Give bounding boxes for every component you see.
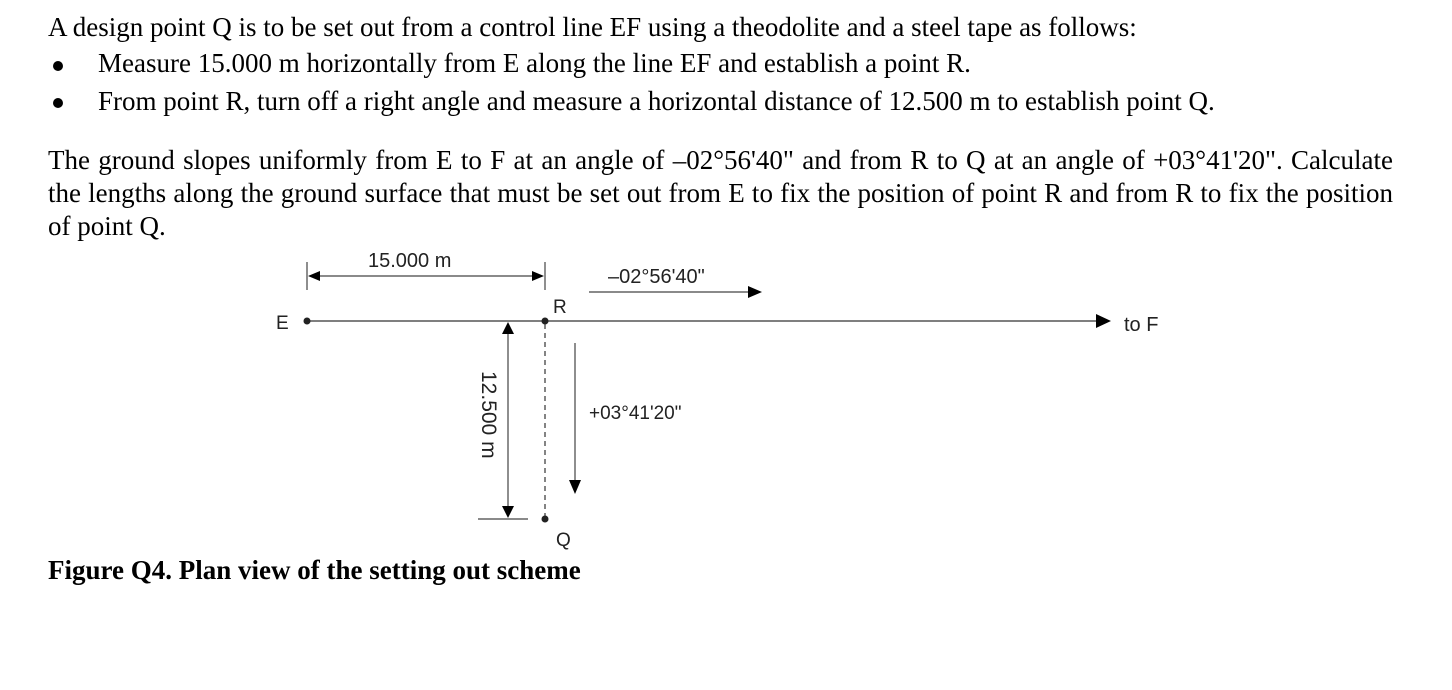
to-f-arrow-icon bbox=[1096, 314, 1111, 328]
slope-ef-arrow-icon bbox=[748, 286, 762, 298]
dim-arrow-left-icon bbox=[308, 271, 320, 281]
question-text: The ground slopes uniformly from E to F at an angle of –02°56'40" and from R to Q at an angle of +03°41'20". Calculate the lengths along the ground surface that must be set out from E to fix the position of point R and from R to fix the position of point Q. bbox=[48, 145, 1393, 241]
dim-arrow-up-icon bbox=[502, 322, 514, 334]
point-r-marker bbox=[542, 318, 549, 325]
dim-arrow-right-icon bbox=[532, 271, 544, 281]
slope-rq-label: +03°41'20" bbox=[589, 403, 682, 424]
dist-rq-label: 12.500 m bbox=[477, 371, 500, 459]
slope-ef-label: –02°56'40" bbox=[608, 266, 705, 288]
slope-rq-arrow-icon bbox=[569, 480, 581, 494]
label-to-f: to F bbox=[1124, 314, 1159, 336]
label-r: R bbox=[553, 297, 567, 318]
label-q: Q bbox=[556, 530, 571, 551]
point-e-marker bbox=[304, 318, 311, 325]
dim-arrow-down-icon bbox=[502, 506, 514, 518]
dist-er-label: 15.000 m bbox=[368, 250, 452, 272]
step-2-text: From point R, turn off a right angle and measure a horizontal distance of 12.500 m to establish point Q. bbox=[98, 86, 1215, 116]
intro-text: A design point Q is to be set out from a control line EF using a theodolite and a steel tape as follows: bbox=[48, 12, 1137, 42]
point-q-marker bbox=[542, 516, 549, 523]
figure-caption: Figure Q4. Plan view of the setting out scheme bbox=[48, 555, 581, 585]
step-1-text: Measure 15.000 m horizontally from E along the line EF and establish a point R. bbox=[98, 48, 971, 78]
label-e: E bbox=[276, 313, 289, 334]
